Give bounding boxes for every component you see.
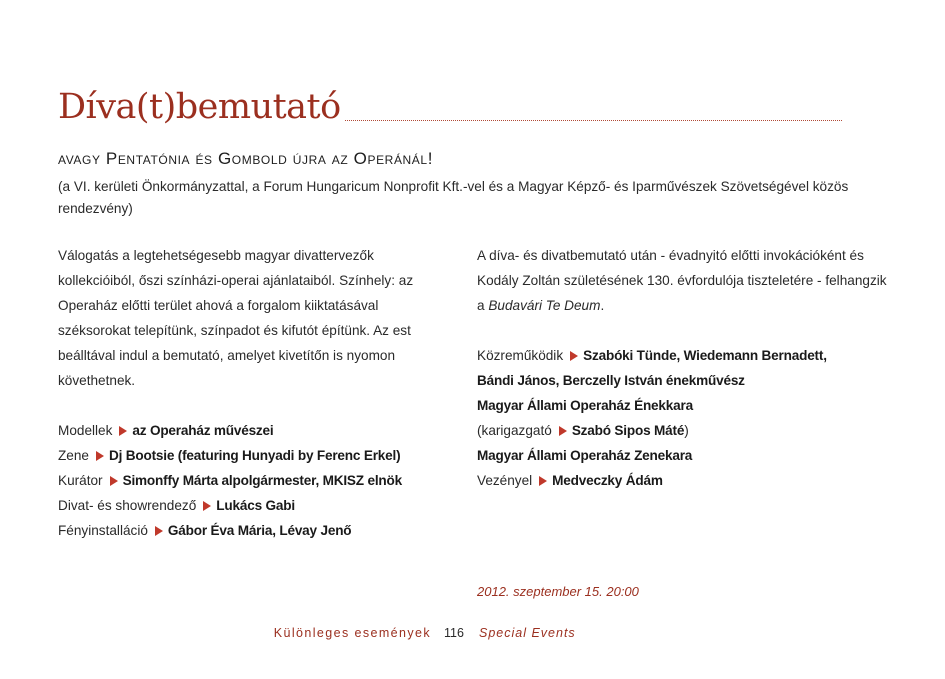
credit-role: Modellek <box>58 423 113 438</box>
credit-name: Dj Bootsie (featuring Hunyadi by Ferenc Erkel) <box>108 448 401 463</box>
credit-row <box>58 443 448 468</box>
conductor-name: Medveczky Ádám <box>552 473 663 488</box>
subtitle-note: (a VI. kerületi Önkormányzattal, a Forum Hungaricum Nonprofit Kft.-vel és a Magyar Képző- és Iparművészek Szövetségével közös rendezvény) <box>58 179 849 216</box>
footer-section-hu: Különleges események <box>273 626 431 640</box>
right-column <box>477 243 897 493</box>
left-column <box>58 243 448 543</box>
triangle-arrow-icon <box>203 501 211 511</box>
left-intro-paragraph: Válogatás a legtehetségesebb magyar divattervezők kollekcióiból, őszi színházi-operai ajánlataiból. Színhely: az Operaház előtti terület ahová a forgalom kiiktatásával széksorokat telepítünk, színpadot és kifutót építünk. Az est beálltával indul a bemutató, amelyet kivetítőn is nyomon követhetnek. <box>58 248 414 388</box>
credit-row <box>58 493 448 518</box>
work-title: Budavári Te Deum <box>488 298 601 313</box>
credit-row <box>58 518 448 543</box>
triangle-arrow-icon <box>539 476 547 486</box>
page-number: 116 <box>444 626 464 640</box>
conductor-label: Vezényel <box>477 473 533 488</box>
chorus-master-name: Szabó Sipos Máté <box>571 423 685 438</box>
footer-section-en: Special Events <box>479 626 576 640</box>
triangle-arrow-icon <box>570 351 578 361</box>
page-title: Díva(t)bemutató <box>58 87 341 127</box>
credit-role: Kurátor <box>58 473 103 488</box>
chorus-master-close: ) <box>684 423 689 438</box>
credit-name: az Operaház művészei <box>132 423 274 438</box>
triangle-arrow-icon <box>559 426 567 436</box>
credit-name: Lukács Gabi <box>216 498 295 513</box>
conductor-row <box>477 468 897 493</box>
right-intro-end: . <box>600 298 605 313</box>
credit-row <box>58 418 448 443</box>
credit-name: Gábor Éva Mária, Lévay Jenő <box>167 523 352 538</box>
credit-role: Divat- és showrendező <box>58 498 197 513</box>
spacer <box>58 393 448 418</box>
event-date: 2012. szeptember 15. 20:00 <box>477 584 639 599</box>
chorus-master-row <box>477 418 897 443</box>
credit-name: Simonffy Márta alpolgármester, MKISZ elnök <box>122 473 402 488</box>
triangle-arrow-icon <box>110 476 118 486</box>
credit-role: Zene <box>58 448 89 463</box>
triangle-arrow-icon <box>155 526 163 536</box>
kozremukodik-label: Közreműködik <box>477 348 564 363</box>
chorus-name: Magyar Állami Operaház Énekkara <box>477 398 693 413</box>
title-row <box>58 87 842 127</box>
right-intro-paragraph <box>477 243 897 318</box>
credit-row <box>58 468 448 493</box>
orchestra-name: Magyar Állami Operaház Zenekara <box>477 448 693 463</box>
title-dotted-rule <box>345 119 842 121</box>
performers-row <box>477 343 897 368</box>
performers-line: Bándi János, Berczelly István énekművész <box>477 373 745 388</box>
triangle-arrow-icon <box>96 451 104 461</box>
chorus-master-label: (karigazgató <box>477 423 552 438</box>
credit-role: Fényinstalláció <box>58 523 148 538</box>
right-intro-text: A díva- és divatbemutató után - évadnyitó előtti invokációként és Kodály Zoltán születésének 130. évfordulója tiszteletére - felhangzik a <box>477 248 887 313</box>
subtitle: avagy Pentatónia és Gombold újra az Operánál! <box>58 149 434 168</box>
performers-line: Szabóki Tünde, Wiedemann Bernadett, <box>583 348 827 363</box>
triangle-arrow-icon <box>119 426 127 436</box>
spacer <box>477 318 897 343</box>
